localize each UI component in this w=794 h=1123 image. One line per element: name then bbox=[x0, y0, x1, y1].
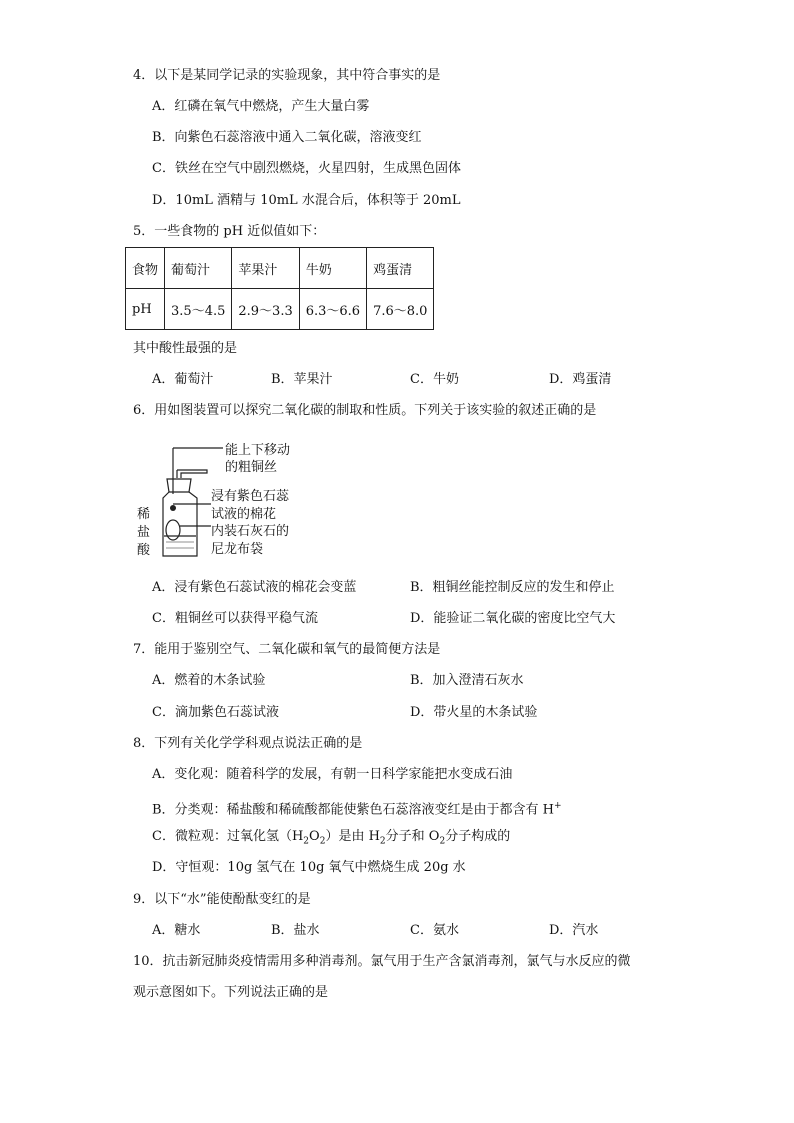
q9-option-c: C．氨水 bbox=[410, 923, 459, 938]
q8-stem: 8．下列有关化学学科观点说法正确的是 bbox=[133, 736, 363, 751]
q9-stem: 9．以下“水”能使酚酞变红的是 bbox=[133, 892, 311, 907]
label-cotton-2: 试液的棉花 bbox=[211, 507, 277, 522]
table-header-cell: 葡萄汁 bbox=[165, 248, 232, 289]
table-cell: 2.9～3.3 bbox=[232, 289, 299, 330]
q5-option-c: C．牛奶 bbox=[410, 372, 459, 387]
label-wire-1: 能上下移动 bbox=[225, 443, 291, 458]
table-header-cell: 食物 bbox=[126, 248, 165, 289]
table-row bbox=[126, 248, 434, 289]
subscript: 2 bbox=[379, 836, 386, 847]
label-cotton-1: 浸有紫色石蕊 bbox=[211, 489, 290, 504]
q7-stem: 7．能用于鉴别空气、二氧化碳和氧气的最简便方法是 bbox=[133, 642, 441, 657]
q7-option-d: D．带火星的木条试验 bbox=[410, 705, 538, 720]
q8-option-c-text: 分子构成的 bbox=[445, 829, 511, 844]
ph-table bbox=[125, 247, 434, 330]
q8-option-b-text: B．分类观：稀盐酸和稀硫酸都能使紫色石蕊溶液变红是由于都含有 H bbox=[152, 802, 555, 818]
q8-option-c-text: 分子和 O bbox=[385, 829, 440, 844]
q8-option-c bbox=[152, 829, 510, 850]
cotton-ball bbox=[170, 505, 176, 511]
label-acid-3: 酸 bbox=[137, 543, 151, 558]
subscript: 2 bbox=[303, 836, 310, 847]
q6-option-d: D．能验证二氧化碳的密度比空气大 bbox=[410, 611, 616, 626]
q9-option-b: B．盐水 bbox=[271, 923, 320, 938]
bottle bbox=[163, 492, 197, 556]
label-acid-2: 盐 bbox=[137, 525, 151, 540]
table-cell: 7.6～8.0 bbox=[367, 289, 434, 330]
table-cell: pH bbox=[126, 289, 165, 330]
subscript: 2 bbox=[319, 836, 326, 847]
q8-option-c-text: C．微粒观：过氧化氢（H bbox=[152, 829, 304, 844]
table-cell: 6.3～6.6 bbox=[299, 289, 366, 330]
q7-option-c: C．滴加紫色石蕊试液 bbox=[152, 705, 279, 720]
stopper bbox=[167, 479, 191, 492]
delivery-tube bbox=[177, 470, 207, 478]
co2-apparatus-diagram bbox=[133, 436, 333, 562]
label-acid-1: 稀 bbox=[137, 507, 151, 522]
q5-stem: 5．一些食物的 pH 近似值如下： bbox=[133, 224, 326, 239]
q10-stem-line2: 观示意图如下。下列说法正确的是 bbox=[133, 985, 329, 1000]
q7-option-b: B．加入澄清石灰水 bbox=[410, 673, 524, 688]
q6-option-b: B．粗铜丝能控制反应的发生和停止 bbox=[410, 580, 615, 595]
table-row bbox=[126, 289, 434, 330]
table-cell: 3.5～4.5 bbox=[165, 289, 232, 330]
q7-option-a: A．燃着的木条试验 bbox=[152, 673, 266, 688]
q8-option-b bbox=[152, 798, 562, 818]
label-bag-1: 内装石灰石的 bbox=[211, 524, 290, 539]
q6-option-a: A．浸有紫色石蕊试液的棉花会变蓝 bbox=[152, 580, 357, 595]
acid-hatch bbox=[166, 542, 194, 548]
q5-followup: 其中酸性最强的是 bbox=[133, 341, 238, 356]
subscript: 2 bbox=[439, 836, 446, 847]
q6-stem: 6．用如图装置可以探究二氧化碳的制取和性质。下列关于该实验的叙述正确的是 bbox=[133, 403, 597, 418]
q4-stem: 4．以下是某同学记录的实验现象，其中符合事实的是 bbox=[133, 68, 441, 83]
q8-option-b-sup: + bbox=[554, 801, 562, 811]
q4-option-a: A．红磷在氧气中燃烧，产生大量白雾 bbox=[152, 99, 370, 114]
q5-option-d: D．鸡蛋清 bbox=[549, 372, 612, 387]
q10-stem-line1: 10．抗击新冠肺炎疫情需用多种消毒剂。氯气用于生产含氯消毒剂，氯气与水反应的微 bbox=[133, 954, 631, 969]
q4-option-d: D．10mL 酒精与 10mL 水混合后，体积等于 20mL bbox=[152, 193, 461, 208]
q4-option-c: C．铁丝在空气中剧烈燃烧，火星四射，生成黑色固体 bbox=[152, 161, 461, 176]
table-header-cell: 苹果汁 bbox=[232, 248, 299, 289]
q5-option-a: A．葡萄汁 bbox=[152, 372, 214, 387]
q9-option-a: A．糖水 bbox=[152, 923, 201, 938]
label-wire-2: 的粗铜丝 bbox=[225, 460, 278, 475]
q8-option-c-text: O bbox=[309, 829, 320, 844]
q4-option-b: B．向紫色石蕊溶液中通入二氧化碳，溶液变红 bbox=[152, 130, 422, 145]
q8-option-d: D．守恒观：10g 氢气在 10g 氧气中燃烧生成 20g 水 bbox=[152, 860, 466, 875]
table-header-cell: 鸡蛋清 bbox=[367, 248, 434, 289]
table-header-cell: 牛奶 bbox=[299, 248, 366, 289]
label-bag-2: 尼龙布袋 bbox=[211, 542, 264, 557]
q8-option-a: A．变化观：随着科学的发展，有朝一日科学家能把水变成石油 bbox=[152, 767, 513, 782]
q8-option-c-text: ）是由 H bbox=[325, 829, 380, 844]
q5-option-b: B．苹果汁 bbox=[271, 372, 333, 387]
q6-option-c: C．粗铜丝可以获得平稳气流 bbox=[152, 611, 318, 626]
q9-option-d: D．汽水 bbox=[549, 923, 599, 938]
nylon-bag bbox=[166, 520, 180, 540]
